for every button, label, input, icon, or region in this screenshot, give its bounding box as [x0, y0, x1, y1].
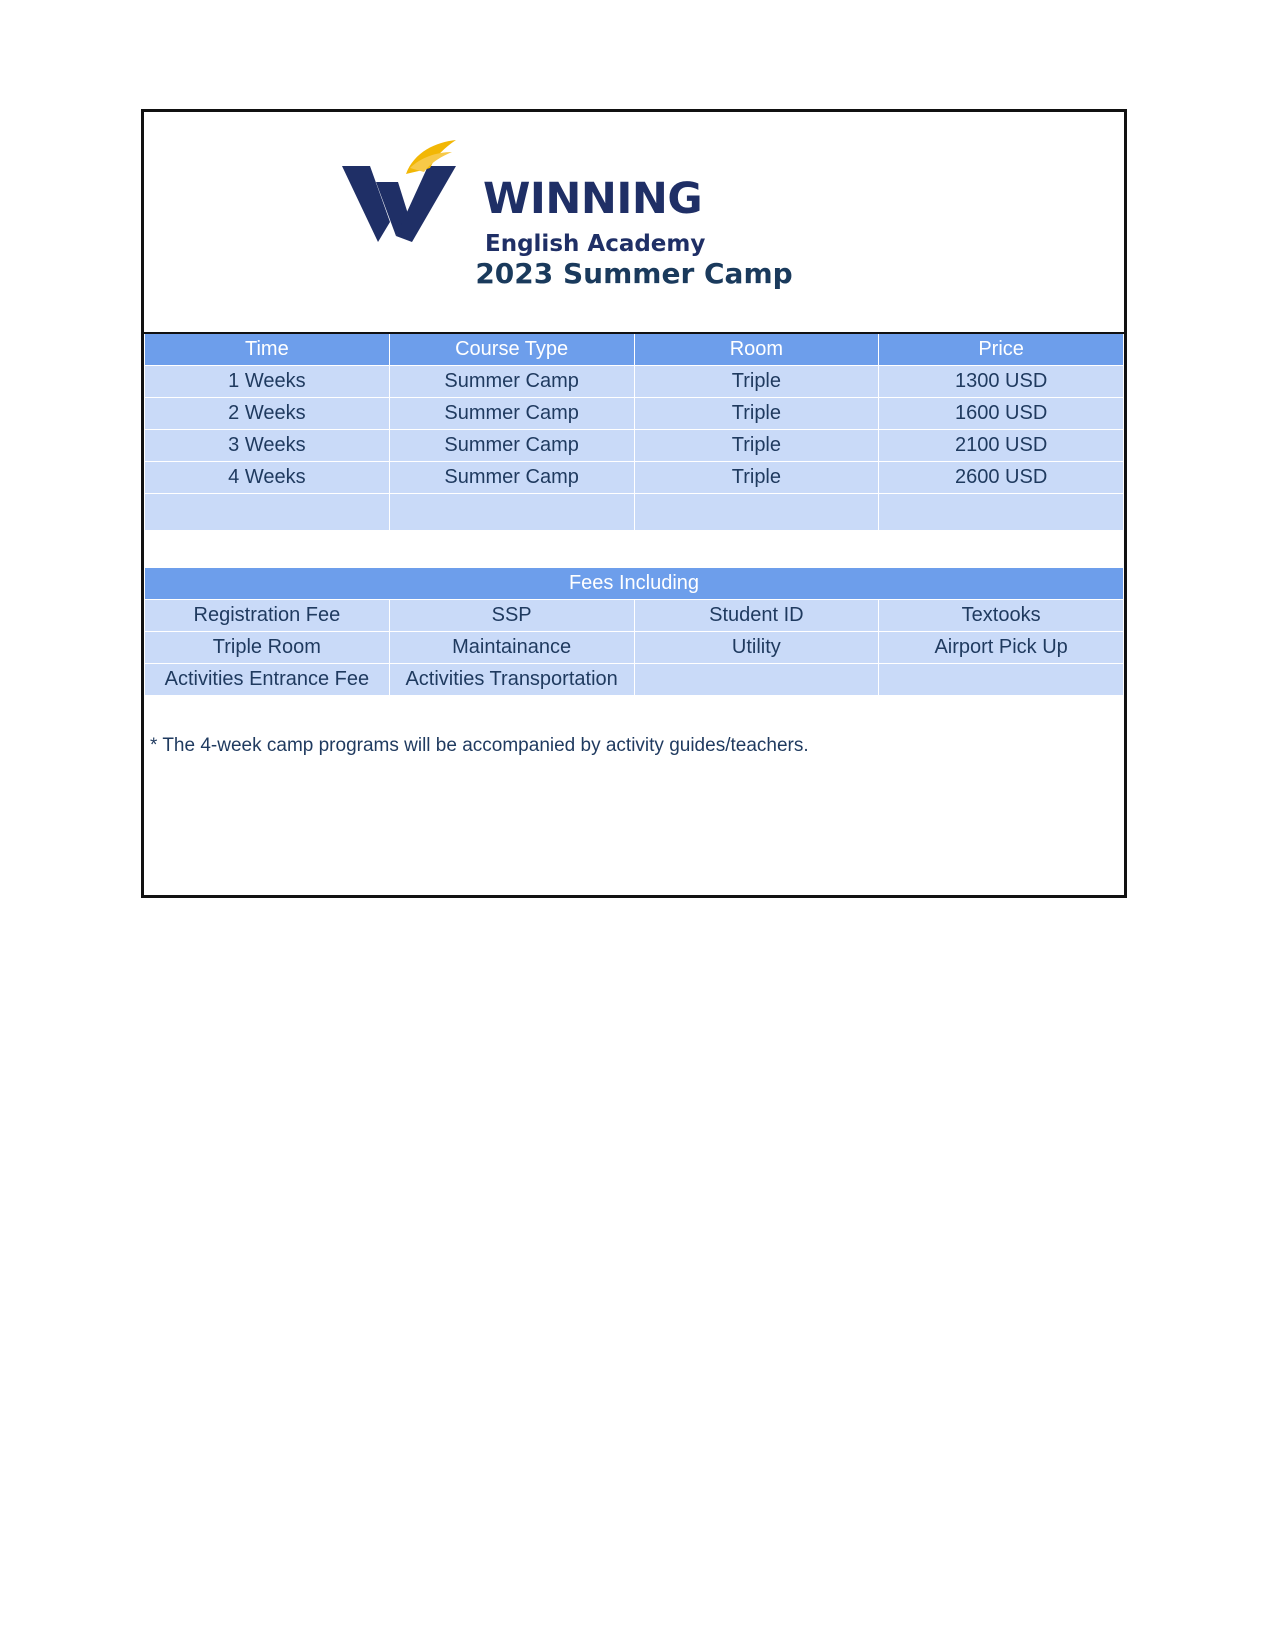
- fee-item: Triple Room: [145, 632, 390, 664]
- room-cell: Triple: [634, 462, 879, 494]
- fee-item: Registration Fee: [145, 600, 390, 632]
- course-type-cell: Summer Camp: [389, 398, 634, 430]
- room-cell: Triple: [634, 430, 879, 462]
- course-type-cell: Summer Camp: [389, 430, 634, 462]
- blank-cell: [634, 494, 879, 531]
- column-header-room: Room: [634, 333, 879, 366]
- price-cell: 1300 USD: [879, 366, 1124, 398]
- fee-item: Maintainance: [389, 632, 634, 664]
- academy-logo: [340, 138, 710, 257]
- time-cell: 3 Weeks: [145, 430, 390, 462]
- page-title: 2023 Summer Camp: [475, 257, 793, 290]
- time-cell: 2 Weeks: [145, 398, 390, 430]
- document-frame: [141, 109, 1127, 898]
- column-header-price: Price: [879, 333, 1124, 366]
- fee-item: Textooks: [879, 600, 1124, 632]
- fee-item: Activities Entrance Fee: [145, 664, 390, 696]
- fee-item: [879, 664, 1124, 696]
- blank-cell: [389, 494, 634, 531]
- course-type-cell: Summer Camp: [389, 366, 634, 398]
- blank-cell: [145, 494, 390, 531]
- fees-table: [144, 568, 1124, 696]
- price-cell: 2100 USD: [879, 430, 1124, 462]
- price-table-header-row: [145, 333, 1124, 366]
- winning-w-logo-icon: [340, 138, 470, 243]
- column-header-course-type: Course Type: [389, 333, 634, 366]
- fees-title: Fees Including: [145, 568, 1124, 600]
- price-table: [144, 332, 1124, 530]
- table-row: [145, 430, 1124, 462]
- table-row: [145, 600, 1124, 632]
- time-cell: 4 Weeks: [145, 462, 390, 494]
- price-cell: 1600 USD: [879, 398, 1124, 430]
- table-row: [145, 462, 1124, 494]
- blank-cell: [879, 494, 1124, 531]
- blank-row: [145, 494, 1124, 531]
- time-cell: 1 Weeks: [145, 366, 390, 398]
- fee-item: [634, 664, 879, 696]
- table-row: [145, 366, 1124, 398]
- table-row: [145, 632, 1124, 664]
- table-row: [145, 398, 1124, 430]
- footnote: * The 4-week camp programs will be accompanied by activity guides/teachers.: [150, 735, 809, 756]
- fee-item: SSP: [389, 600, 634, 632]
- price-cell: 2600 USD: [879, 462, 1124, 494]
- fee-item: Utility: [634, 632, 879, 664]
- fee-item: Activities Transportation: [389, 664, 634, 696]
- course-type-cell: Summer Camp: [389, 462, 634, 494]
- brand-subtitle: English Academy: [485, 231, 706, 257]
- room-cell: Triple: [634, 366, 879, 398]
- fees-header-row: [145, 568, 1124, 600]
- brand-name: WINNING: [483, 174, 703, 224]
- fee-item: Student ID: [634, 600, 879, 632]
- table-row: [145, 664, 1124, 696]
- fee-item: Airport Pick Up: [879, 632, 1124, 664]
- room-cell: Triple: [634, 398, 879, 430]
- column-header-time: Time: [145, 333, 390, 366]
